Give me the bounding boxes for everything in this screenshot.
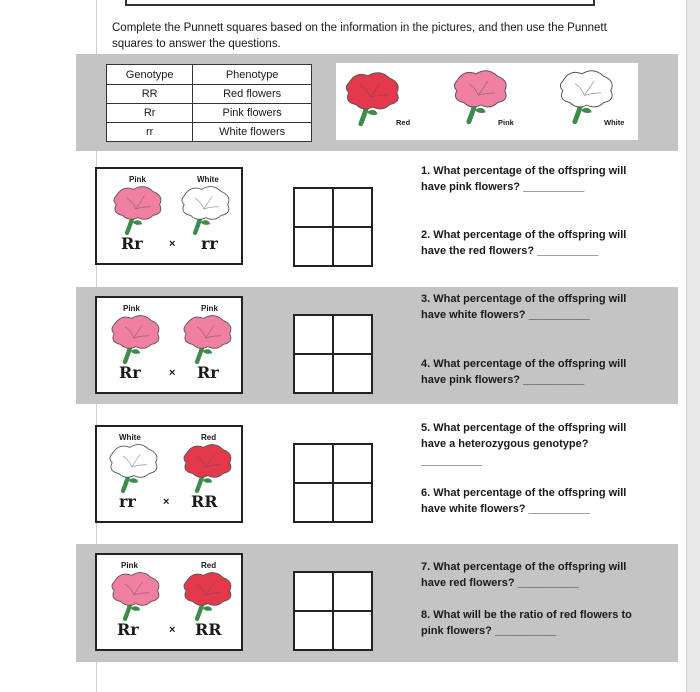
question-1[interactable]: 1. What percentage of the offspring will have pink flowers? __________ bbox=[421, 165, 627, 193]
parent-label: White bbox=[119, 433, 141, 442]
question-8[interactable]: 8. What will be the ratio of red flowers to pink flowers? __________ bbox=[421, 609, 632, 637]
parent-label: Pink bbox=[201, 304, 218, 313]
pink-flower-icon bbox=[109, 314, 165, 364]
table-row bbox=[107, 85, 312, 104]
question-6[interactable]: 6. What percentage of the offspring will have white flowers? __________ bbox=[421, 487, 627, 515]
cross-symbol: × bbox=[169, 238, 176, 250]
table-row bbox=[107, 123, 312, 142]
parent-label: Red bbox=[201, 433, 217, 442]
page-right-edge bbox=[686, 0, 700, 692]
cross-card-1 bbox=[95, 167, 243, 265]
punnett-square-3[interactable] bbox=[293, 443, 373, 523]
top-border bbox=[125, 0, 595, 6]
parent-label: Pink bbox=[129, 175, 146, 184]
white-flower-icon bbox=[179, 185, 235, 235]
table-header: Genotype bbox=[107, 65, 193, 85]
question-2[interactable]: 2. What percentage of the offspring will have the red flowers? __________ bbox=[421, 229, 627, 257]
cross-symbol: × bbox=[163, 496, 170, 508]
genotype-right: RR bbox=[195, 620, 222, 639]
genotype-left: Rr bbox=[121, 234, 143, 253]
flower-label-pink: Pink bbox=[498, 118, 514, 127]
punnett-square-4[interactable] bbox=[293, 571, 373, 651]
genotype-right: rr bbox=[201, 234, 218, 253]
flower-label-red: Red bbox=[396, 118, 411, 127]
genotype-left: Rr bbox=[117, 620, 139, 639]
flower-label-white: White bbox=[604, 118, 625, 127]
parent-label: Pink bbox=[123, 304, 140, 313]
table-row bbox=[107, 104, 312, 123]
question-3[interactable]: 3. What percentage of the offspring will have white flowers? __________ bbox=[421, 293, 627, 321]
red-flower-icon bbox=[344, 69, 404, 133]
phenotype-cell: Pink flowers bbox=[193, 104, 312, 123]
pink-flower-icon bbox=[181, 314, 237, 364]
punnett-square-1[interactable] bbox=[293, 187, 373, 267]
genotype-right: Rr bbox=[197, 363, 219, 382]
red-flower-icon bbox=[181, 571, 237, 621]
white-flower-icon bbox=[107, 443, 163, 493]
pink-flower-icon bbox=[111, 185, 167, 235]
genotype-cell: RR bbox=[107, 85, 193, 104]
genotype-left: rr bbox=[119, 492, 136, 511]
genotype-phenotype-table bbox=[106, 64, 312, 142]
punnett-square-2[interactable] bbox=[293, 314, 373, 394]
cross-card-3 bbox=[95, 425, 243, 523]
cross-symbol: × bbox=[169, 624, 176, 636]
genotype-right: RR bbox=[191, 492, 218, 511]
question-4[interactable]: 4. What percentage of the offspring will have pink flowers? __________ bbox=[421, 358, 627, 386]
cross-card-4 bbox=[95, 553, 243, 651]
genotype-cell: rr bbox=[107, 123, 193, 142]
question-7[interactable]: 7. What percentage of the offspring will have red flowers? __________ bbox=[421, 561, 627, 589]
red-flower-icon bbox=[181, 443, 237, 493]
instructions-text: Complete the Punnett squares based on the information in the pictures, and then use the Punnett squares to answer the questions. bbox=[112, 22, 607, 50]
table-header: Phenotype bbox=[193, 65, 312, 85]
pink-flower-icon bbox=[109, 571, 165, 621]
phenotype-cell: Red flowers bbox=[193, 85, 312, 104]
question-5-answer-blank[interactable]: __________ bbox=[421, 455, 483, 467]
question-5: 5. What percentage of the offspring will have a heterozygous genotype? bbox=[421, 422, 627, 450]
cross-symbol: × bbox=[169, 367, 176, 379]
parent-label: Red bbox=[201, 561, 217, 570]
parent-label: White bbox=[197, 175, 219, 184]
genotype-left: Rr bbox=[119, 363, 141, 382]
flower-legend-card bbox=[336, 63, 638, 140]
cross-card-2 bbox=[95, 296, 243, 394]
genotype-cell: Rr bbox=[107, 104, 193, 123]
phenotype-cell: White flowers bbox=[193, 123, 312, 142]
parent-label: Pink bbox=[121, 561, 138, 570]
